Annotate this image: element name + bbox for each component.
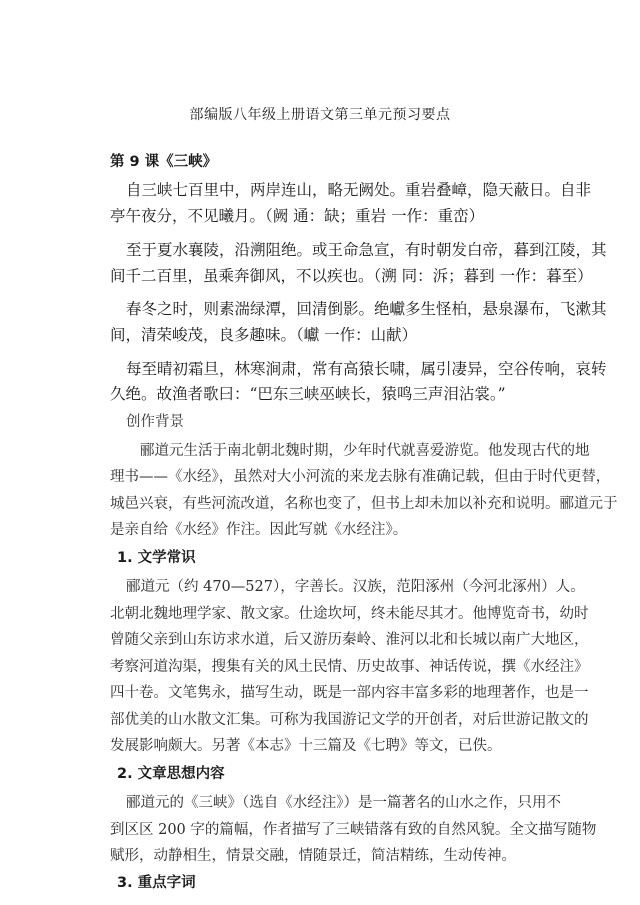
- background-line: 是亲自给《水经》作注。因此写就《水经注》。: [110, 522, 408, 538]
- section1-line: 部优美的山水散文汇集。可称为我国游记文学的开创者，对后世游记散文的: [110, 712, 589, 728]
- poem-line: 春冬之时，则素湍绿潭，回清倒影。绝巘多生怪柏，悬泉瀑布，飞漱其: [126, 300, 607, 318]
- section1-line: 北朝北魏地理学家、散文家。仕途坎坷，终未能尽其才。他博览奇书，幼时: [110, 606, 589, 622]
- section-heading-literary: 1. 文学常识: [117, 550, 196, 566]
- section-heading-keywords: 3. 重点字词: [117, 875, 196, 891]
- poem-line: 每至晴初霜旦，林寒涧肃，常有高猿长啸，属引凄异，空谷传响，哀转: [126, 360, 607, 378]
- section1-line: 郦道元（约 470—527），字善长。汉族，范阳涿州（今河北涿州）人。: [126, 579, 585, 595]
- section2-line: 到区区 200 字的篇幅，作者描写了三峡错落有致的自然风貌。全文描写随物: [110, 822, 597, 838]
- section1-line: 发展影响颇大。另著《本志》十三篇及《七聘》等文，已佚。: [110, 738, 502, 754]
- section2-line: 赋形，动静相生，情景交融，情随景迁，简洁精练，生动传神。: [110, 848, 516, 864]
- section1-line: 四十卷。文笔隽永，描写生动，既是一部内容丰富多彩的地理著作，也是一: [110, 685, 589, 701]
- poem-line: 自三峡七百里中，两岸连山，略无阙处。重岩叠嶂，隐天蔽日。自非: [126, 181, 592, 199]
- background-line: 郦道元生活于南北朝北魏时期，少年时代就喜爱游览。他发现古代的地: [140, 443, 590, 459]
- background-line: 城邑兴衰，有些河流改道，名称也变了，但书上却未加以补充和说明。郦道元于: [110, 496, 618, 512]
- section2-line: 郦道元的《三峡》（选自《水经注》）是一篇著名的山水之作，只用不: [126, 795, 561, 811]
- background-line: 理书——《水经》，虽然对大小河流的来龙去脉有准确记载，但由于时代更替，: [110, 469, 611, 485]
- poem-line: 间，清荣峻茂，良多趣味。（巘 一作：山献）: [110, 326, 418, 344]
- poem-line: 久绝。故渔者歌曰：“巴东三峡巫峡长，猿鸣三声泪沾裳。”: [110, 385, 506, 403]
- poem-line: 亭午夜分，不见曦月。（阙 通：缺；重岩 一作：重峦）: [110, 207, 485, 225]
- poem-line: 间千二百里，虽乘奔御风，不以疾也。（溯 同：泝；暮到 一作：暮至）: [110, 267, 593, 285]
- page-title: 部编版八年级上册语文第三单元预习要点: [189, 107, 451, 123]
- section1-line: 曾随父亲到山东访求水道，后又游历秦岭、淮河以北和长城以南广大地区，: [110, 632, 589, 648]
- background-heading: 创作背景: [126, 414, 184, 430]
- poem-line: 至于夏水襄陵，沿溯阻绝。或王命急宣，有时朝发白帝，暮到江陵，其: [126, 241, 607, 259]
- lesson-heading: 第 9 课《三峡》: [110, 154, 218, 170]
- section-heading-theme: 2. 文章思想内容: [117, 766, 225, 782]
- section1-line: 考察河道沟渠，搜集有关的风土民情、历史故事、神话传说，撰《水经注》: [110, 659, 589, 675]
